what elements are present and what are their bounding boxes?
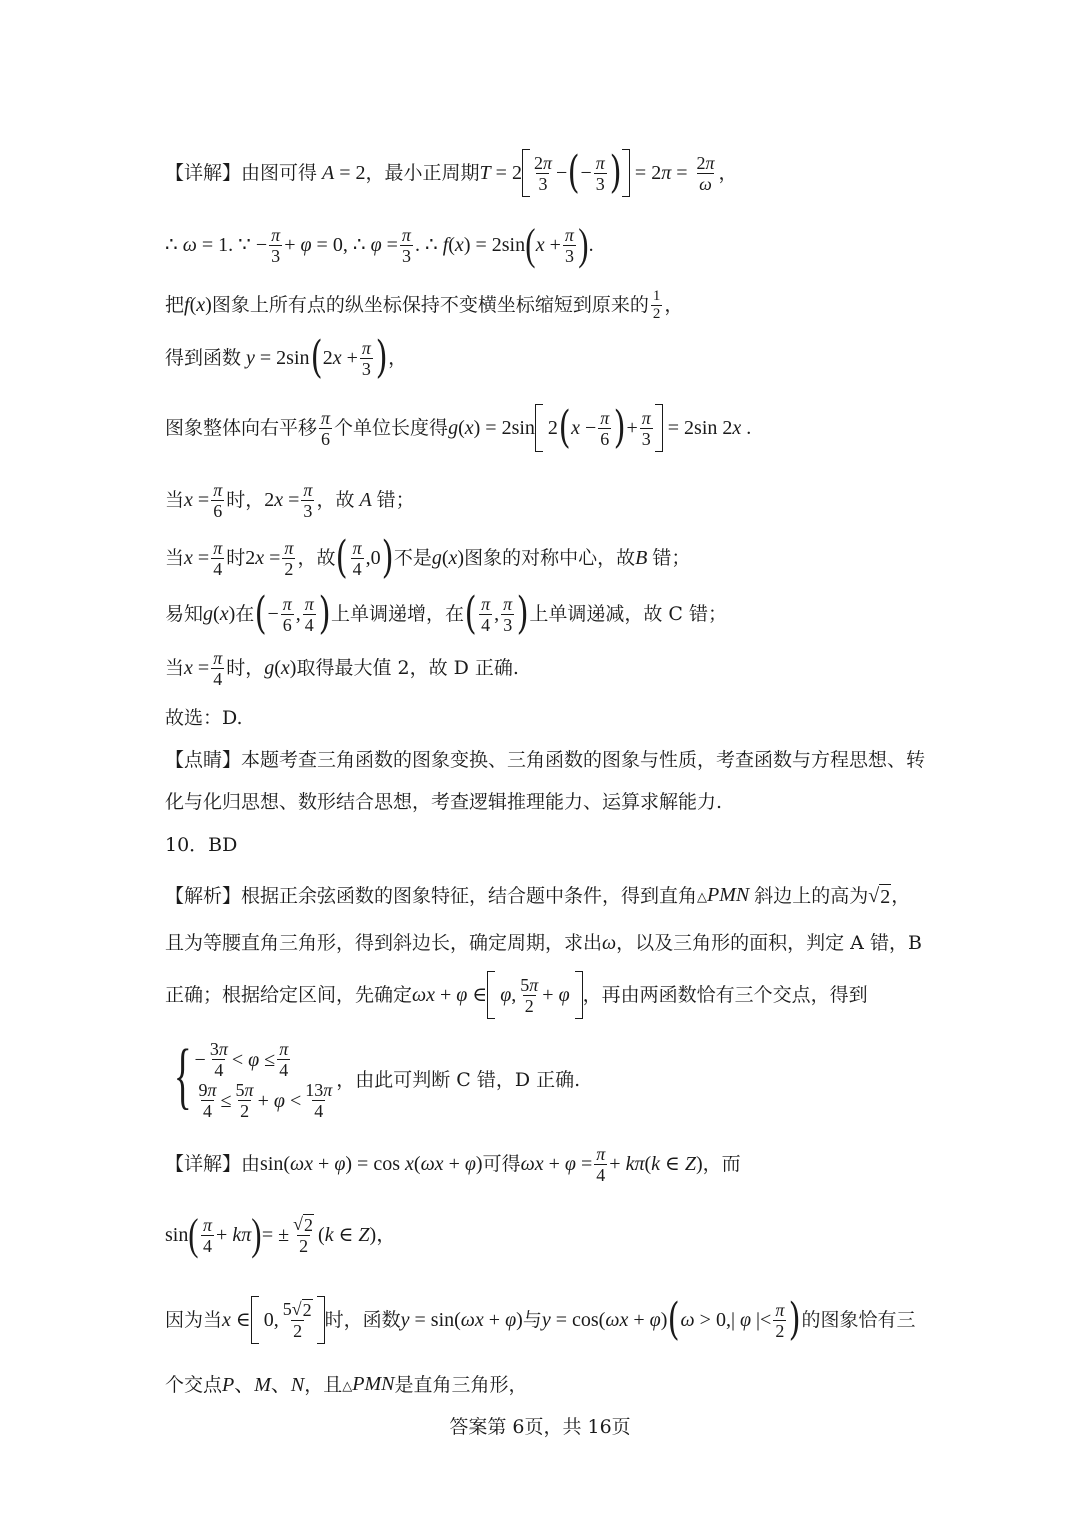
analysis-line-2: 且为等腰直角三角形，得到斜边长，确定周期，求出 ω ，以及三角形的面积，判定 A 错，B [165, 932, 922, 954]
line-omega: ∴ ω = 1. ∵ − $\frac{\pi}{3}$ + φ = 0, ∴ φ = $\frac{\pi}{3}$ . ∴ f(x) = 2sin ( x + $\frac{\pi}{3}$ ) . [165, 220, 594, 269]
detail-line-2: sin ( $\frac{\pi}{4}$ + kπ ) = ± √ 2 2 (k ∈ Z)， [165, 1210, 397, 1259]
detail-line-4: 个交点 P、M、N ，且 △PMN 是直角三角形， [165, 1373, 528, 1396]
line-option-b: 当 x = $\frac{\pi}{4}$ 时 2x = $\frac{\pi}{2}$ ，故 ( $\frac{\pi}{4}$ ,0 ) 不是 g(x) 图象的对称中心，故 B 错； [165, 532, 691, 583]
page-footer: 答案第 6页，共 16页 [449, 1416, 631, 1438]
line-shrink: 把 f(x) 图象上所有点的纵坐标保持不变横坐标缩短到原来的 $\frac{1}{2}$ ， [165, 287, 684, 322]
line-option-a: 当 x = $\frac{\pi}{6}$ 时， 2x = $\frac{\pi}{3}$ ，故 A 错； [165, 479, 415, 521]
analysis-system: { − $\frac{3\pi}{4}$ < φ ≤ $\frac{\pi}{4}$ $\frac{9\pi}{4}$ ≤ $\frac{5\pi}{2}$ + φ < $\frac{13\pi}{4}$ ，由此可判断 C 错，D 正确. [173, 1035, 581, 1121]
line-get-function: 得到函数 y = 2sin ( 2x + $\frac{\pi}{3}$ ) ， [165, 332, 408, 383]
question-number: 10．BD [165, 834, 238, 856]
comment-tag: 【点睛】 [165, 749, 242, 771]
comment-line-1: 【点睛】 本题考查三角函数的图象变换、三角函数的图象与性质，考查函数与方程思想、转 [165, 749, 926, 771]
comment-line-2: 化与化归思想、数形结合思想，考查逻辑推理能力、运算求解能力. [165, 791, 723, 813]
analysis-line-3: 正确；根据给定区间，先确定 ωx + φ ∈ φ, $\frac{5\pi}{2}$ + φ ，再由两函数恰有三个交点，得到 [165, 970, 868, 1020]
analysis-line-1: 【解析】 根据正余弦函数的图象特征，结合题中条件，得到直角 △PMN 斜边上的高为 √ 2 ， [165, 884, 911, 908]
line-option-c: 易知 g(x) 在 ( − $\frac{\pi}{6}$ , $\frac{\pi}{4}$ ) 上单调递增，在 ( $\frac{\pi}{4}$ , $\frac{\pi}{3}$ ) 上单调递减，故 C 错； [165, 588, 727, 639]
analysis-tag: 【解析】 [165, 885, 242, 907]
detail-tag: 【详解】 [165, 162, 242, 184]
line-option-d: 当 x = $\frac{\pi}{4}$ 时， g(x) 取得最大值 2，故 D 正确. [165, 647, 519, 689]
answer-choice: 故选：D. [165, 707, 243, 729]
line-translate: 图象整体向右平移 $\frac{\pi}{6}$ 个单位长度得 g(x) = 2sin 2 ( x − $\frac{\pi}{6}$ ) + $\frac{\pi}{3}$ = 2sin 2x . [165, 402, 752, 453]
line-period: 【详解】 由图可得 A = 2 ，最小正周期 T = 2 $\frac{2\pi}{3}$ − ( − $\frac{\pi}{3}$ ) = 2π = $\frac{2\pi}{\omega}$ ， [165, 147, 738, 198]
detail-line-3: 因为当 x ∈ 0, 5 √ 2 2 时，函数 y = sin(ωx + φ) 与 y = cos(ωx + φ) ( ω > 0,| φ |< $\frac{\pi}{2}$ ) 的图象恰有三 [165, 1294, 916, 1345]
detail-line-1: 【详解】 由 sin(ωx + φ) = cos x(ωx + φ) 可得 ωx + φ = $\frac{\pi}{4}$ + kπ(k ∈ Z) ，而 [165, 1143, 741, 1185]
